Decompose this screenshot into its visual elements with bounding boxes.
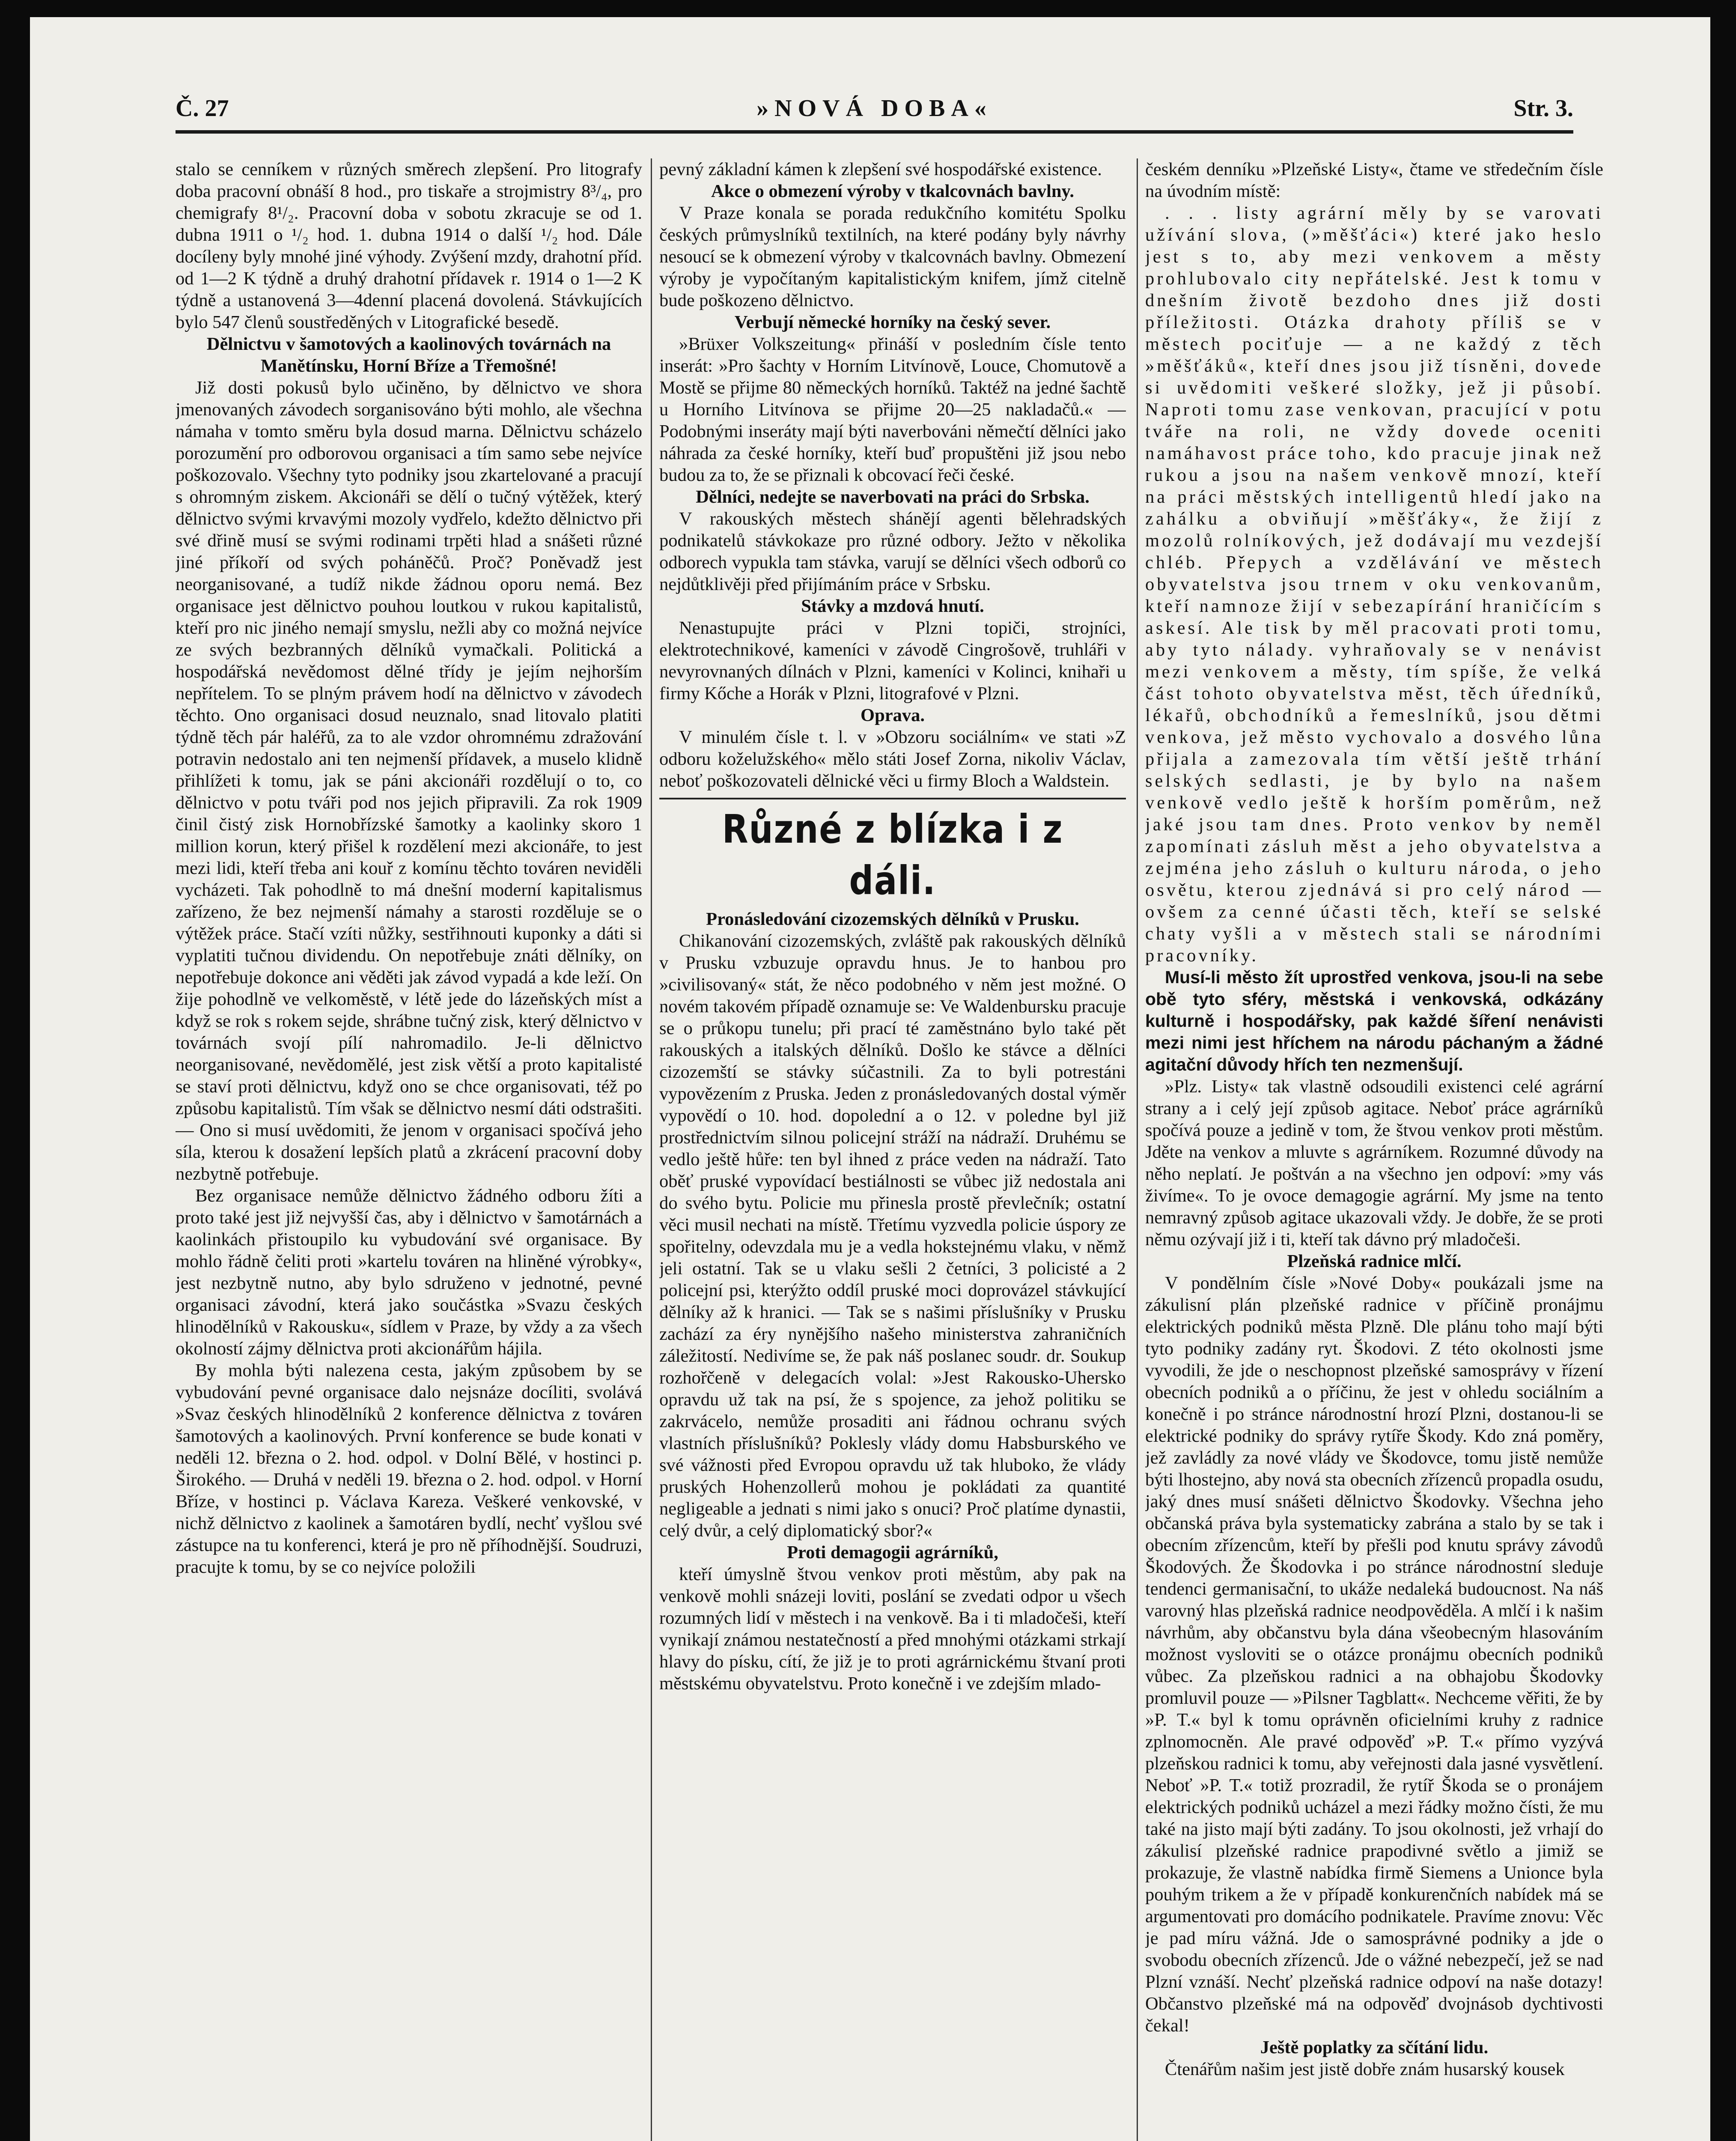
page-number: Str. 3. [1513,95,1573,122]
article-heading: Pronásledování cizozemských dělníků v Prusku. [706,909,1079,929]
column-divider [1137,158,1138,2141]
quoted-text: . . . listy agrární měly by se varovati užívání slova, (»měšťáci«) které jako heslo jest s to, aby mezi venkovem a městy prohlubovalo city nepřátelské. Jest k tomu v dnešním životě bezdoho dnes již dosti příležitosti. Otázka drahoty příliš se v městech pociťuje — a ne každý z těch »měšťáků«, kteří dnes jsou již tísněni, dovede si uvědomiti veškeré složky, jež ji působí. Naproti tomu zase venkovan, pracující v potu tváře na roli, ne vždy dovede oceniti namáhavost práce toho, kdo pracuje jinak než rukou a jsou na našem venkově mnozí, kteří na práci městských intelligentů hledí jako na zahálku a obviňují »měšťáky«, že žijí z mozolů rolníkových, jež dodávají mu vezdejší chléb. Přepych a vzdělávání ve městech obyvatelstva jsou trnem v oku venkovanům, kteří namnoze žijí v sebezapírání hraničícím s askesí. Ale tisk by měl pracovati proti tomu, aby tyto nálady. vyhraňovaly se v nenávist mezi venkovem a městy, tím spíše, že velká část tohoto obyvatelstva měst, těch úředníků, lékařů, obchodníků a řemeslníků, jsou dětmi venkova, jež město vychovalo a dosvého lůna přijala a zamezovala tím větší ještě trhání selských sedlasti, je by bylo na našem venkově vedlo ještě k horším poměrům, než jaké jsou tam dnes. Proto venkov by neměl zapomínati zásluh měst a jeho obyvatelstva a zejména jeho zásluh o kulturu národa, o jeho osvětu, kterou zjednává si pro celý národ — ovšem za cenné účasti těch, kteří se selské chaty vyšli a v městech stali se národními pracovníky. [1145,203,1603,966]
newspaper-page [30,17,1710,2141]
article-text: V minulém čísle t. l. v »Obzoru sociálním« ve stati »Z odboru koželužského« mělo státi Josef Zorna, nikoliv Václav, neboť poškozovateli dělnické věci u firmy Bloch a Waldstein. [659,727,1126,791]
article-text: Bez organisace nemůže dělnictvo žádného odboru žíti a proto také jest již nejvyšší čas, aby i dělnictvo v šamotárnách a kaolinkách přistoupilo ku vybudování své organisace. By mohlo řádně čeliti proti »kartelu továren na hliněné výrobky«, jest nezbytně nutno, aby bylo sdruženo v jednotné, pevné organisaci závodní, která jako součástka »Svazu českých hlinodělníků v Rakousku«, sídlem v Praze, by vždy a za všech okolností zájmy dělnictva proti akcionářům hájila. [176,1186,642,1359]
article-heading: Verbují německé horníky na český sever. [734,312,1051,332]
column-2 [659,158,1126,2141]
article-text: V Praze konala se porada redukčního komitétu Spolku českých průmyslníků textilních, na které podány byly návrhy nesoucí se k obmezení výroby v tkalcovnách bavlny. Obmezení výroby je vypočítaným kapitalistickým knifem, jímž citelně bude poškozeno dělnictvo. [659,203,1126,310]
article-heading: Dělnictvu v šamotových a kaolinových továrnách na Manětínsku, Horní Bříze a Třemošné! [206,334,611,376]
column-divider [651,158,652,2141]
column-3 [1145,158,1603,2141]
article-text: kteří úmyslně štvou venkov proti městům, aby pak na venkově mohli snázeji loviti, poslání se zvedati odpor u všech rozumných lidí v městech i na venkově. Ba i ti mladočeši, kteří vynikají známou nestatečností a před mnohými otázkami strkají hlavy do písku, cítí, že již je to proti agrárnickému štvaní proti městskému obyvatelstvu. Proto konečně i ve zdejším mlado- [659,1564,1126,1694]
article-text: By mohla býti nalezena cesta, jakým způsobem by se vybudování pevné organisace dalo nejsnáze docíliti, svolává »Svaz českých hlinodělníků 2 konference dělnictva z továren šamotových a kaolinových. První konference se bude konati v neděli 12. března o 2. hod. odpol. v Dolní Bělé, v hostinci p. Širokého. — Druhá v neděli 19. března o 2. hod. odpol. v Horní Bříze, v hostinci p. Václava Kareza. Veškeré venkovské, v nichž dělnictvo z kaolinek a šamotáren bydlí, nechť vyšlou své zástupce na tu konferenci, která je pro ně příhodnější. Soudruzi, pracujte k tomu, by se co nejvíce položili [176,1360,642,1577]
page-header [176,86,1573,137]
article-heading: Proti demagogii agrárníků, [787,1542,998,1563]
quoted-text-bold: Musí-li město žít uprostřed venkova, jsou-li na sebe obě tyto sféry, městská i venkovská, odkázány kulturně i hospodářsky, pak každé šíření nenávisti mezi nimi jest hříchem na národu páchaným a žádné agitační důvody hřích ten nezmenšují. [1145,967,1603,1074]
article-text: Nenastupujte práci v Plzni topiči, strojníci, elektrotechnikové, kameníci v závodě Cingrošově, truhláři v nevyrovnaných dílnách v Plzni, kameníci v Kolinci, knihaři u firmy Kőche a Horák v Plzni, litografové v Plzni. [659,618,1126,704]
article-text: pevný základní kámen k zlepšení své hospodářské existence. [659,159,1102,179]
article-heading: Oprava. [861,705,925,725]
article-text: V pondělním čísle »Nové Doby« poukázali jsme na zákulisní plán plzeňské radnice v příčině pronájmu elektrických podniků města Plzně. Dle plánu toho mají býti tyto podniky zadány ryt. Škodovi. Z této okolnosti jsme vyvodili, že jde o neschopnost plzeňské samosprávy v řízení obecních podniků a o příčinu, že jest v ohledu sociálním a konečně i po stránce národnostní hrozí Plzni, dostanou-li se elektrické podniky do správy rytíře Škody. Kdo zná poměry, jež zavládly za nové vlády ve Škodovce, tomu jistě nemůže býti lhostejno, aby nová sta obecních zřízenců propadla osudu, jaký dnes musí snášeti dělnictvo Škodovky. Všechna jeho občanská práva byla systematicky zabrána a stalo by se tak i obecním zřízencům, kteří by přešli pod knutu správy závodů Škodových. Že Škodovka i po stránce národnostní sleduje tendenci germanisační, to ukáže nedaleká budoucnost. Na náš varovný hlas plzeňská radnice neodpověděla. A mlčí i k našim návrhům, aby občanstvu byla dána všeobecným hlasováním možnost vysloviti se o otázce pronájmu obecních podniků vůbec. Za plzeňskou radnici a na obhajobu Škodovky promluvil pouze — »Pilsner Tagblatt«. Nechceme věřiti, že by »P. T.« byl k tomu oprávněn oficielními kruhy z radnice zplnomocněn. Ale pravé odpověď »P. T.« přímo vyzývá plzeňskou radnici k tomu, aby veřejnosti dala jasné vysvětlení. Neboť »P. T.« totiž prozradil, že rytíř Škoda se o pronájem elektrických podniků ucházel a mezi řádky možno čísti, že mu také na jisto mají býti zadány. To jsou okolnosti, jež vrhají do zákulisí plzeňské radnice prapodivné světlo a jimiž se prokazuje, že vlastně nabídka firmě Siemens a Unionce byla pouhým trikem a že v případě konkurenčních nabídek má se argumentovati pro domácího podnikatele. Pravíme znovu: Věc je pad míru vážná. Jde o samosprávné podniky a jde o svobodu obecních zřízenců. Jde o vážné nebezpečí, jež se nad Plzní vznáší. Nechť plzeňská radnice odpoví na naše dotazy! Občanstvo plzeňské má na odpověď dvojnásob dychtivosti čekal! [1145,1273,1603,2036]
article-heading: Plzeňská radnice mlčí. [1287,1251,1462,1271]
article-heading: Dělníci, nedejte se naverbovati na práci do Srbska. [696,487,1090,507]
article-heading: Stávky a mzdová hnutí. [801,596,984,616]
article-text: V rakouských městech shánějí agenti bělehradských podnikatelů stávkokaze pro různé odbory. Ježto v několika odborech vypukla tam stávka, varují se dělníci všech odborů co nejdůtklivěji před přijímáním práce v Srbsku. [659,509,1126,594]
article-heading: Akce o obmezení výroby v tkalcovnách bavlny. [711,181,1075,201]
article-text: Čtenářům našim jest jistě dobře znám husarský kousek [1165,2059,1565,2079]
article-heading: Ještě poplatky za sčítání lidu. [1260,2037,1489,2058]
article-text: českém denníku »Plzeňské Listy«, čtame ve středečním čísle na úvodním místě: [1145,159,1603,201]
article-text: stalo se cenníkem v různých směrech zlepšení. Pro litografy doba pracovní obnáší 8 hod., pro tiskaře a strojmistry 8³/₄, pro chemigrafy 8¹/₂. Pracovní doba v sobotu zkracuje se od 1. dubna 1911 o ¹/₂ hod. 1. dubna 1914 o další ¹/₂ hod. Dále docíleny byly mnohé jiné výhody. Zvýšení mzdy, drahotní příd. od 1—2 K týdně a druhý drahotní přídavek r. 1914 o 1—2 K týdně a ustanovená 3—4denní placená dovolená. Stávkujících bylo 547 členů soustředěných v Litografické besedě. [176,159,642,332]
section-rule [659,798,1126,799]
issue-number: Č. 27 [176,95,229,122]
article-text: Již dosti pokusů bylo učiněno, by dělnictvo ve shora jmenovaných závodech sorganisováno býti mohlo, ale všechna námaha v tomto směru byla dosud marna. Dělnictvu scházelo porozumění pro odborovou organisaci a tím samo sebe nejvíce poškozovalo. Všechny tyto podniky jsou zkartelované a pracují s ohromným ziskem. Akcionáři se dělí o tučný výtěžek, který dělnictvo svými krvavými mozoly vydřelo, kdežto dělnictvo při své dřině musí se svými rodinami trpěti hlad a snášeti různé jiné příkoří od svých poháněčů. Proč? Poněvadž jest neorganisované, a tudíž nikde žádnou oporu nemá. Bez organisace jest dělnictvo pouhou loutkou v rukou kapitalistů, kteří pro nic jiného nemají smyslu, nežli aby co možná nejvíce ze svých bezbranných dělníků vymačkali. Politická a hospodářská nevědomost dělné třídy je jejím nejhorším nepřítelem. To se plným právem hodí na dělnictvo v závodech těchto. Ono organisaci dosud neuznalo, snad litovalo platiti týdně těch pár haléřů, za to ale vzdor ohromnému zdražování potravin nedostalo ani ten nejmenší přídavek, a muselo klidně přihlížeti k tomu, jak se páni akcionáři rozdělují o to, co dělnictvo v potu tváři pod nos jejich připravili. Za rok 1909 činil čistý zisk Hornobřízské šamotky a kaolinky skoro 1 million korun, který přišel k rozdělení mezi akcionáře, to jest mezi lidi, kteří třeba ani kouř z komínu těchto továren neviděli vycházeti. Tak pohodlně to má dnešní moderní kapitalismus zařízeno, že bez nejmenší námahy a starosti rozděluje se o výtěžek práce. Stačí vzíti nůžky, sestřihnouti kuponky a dáti si vyplatiti tučnou dividendu. On nepotřebuje znáti dělníky, on nepotřebuje dokonce ani věděti jak závod vypadá a kde leží. On žije pohodlně ve velkoměstě, v létě jede do lázeňských míst a když se rok s rokem sejde, shrábne tučný zisk, který dělnictvo v továrnách svojí pílí nahromadilo. Je-li dělnictvo neorganisované, nevědomělé, jest zisk větší a proto kapitalisté se staví proti dělnictvu, když ono se chce organisovati, též po způsobu kapitalistů. Tím však se dělnictvo nesmí dáti odstrašiti. — Ono si musí uvědomiti, že jenom v organisaci spočívá jeho síla, kterou k dosažení lepších platů a zkrácení pracovní doby nezbytně potřebuje. [176,378,642,1184]
header-rule [176,130,1573,134]
article-text: »Plz. Listy« tak vlastně odsoudili existenci celé agrární strany a i celý její způsob agitace. Neboť práce agrárníků spočívá pouze a jedině v tom, že štvou venkov proti městům. Jděte na venkov a mluvte s agrárníkem. Rozumné důvody na něho neplatí. Je poštván a na všechno jen odpoví: »my vás živíme«. To je ovoce demagogie agrární. My jsme na tento nemravný způsob agitace ukazovali vždy. Je dobře, že se proti němu ozývají již i ti, kteří tak dávno prý mladočeši. [1145,1076,1603,1249]
article-text: Chikanování cizozemských, zvláště pak rakouských dělníků v Prusku vzbuzuje opravdu hnus. Je to hanbou pro »civilisovaný« stát, že něco podobného v něm jest možné. O novém takovém případě oznamuje se: Ve Waldenbursku pracuje se o průkopu tunelu; při prací té zaměstnáno bylo také pět rakouských a italských dělníků. Došlo ke stávce a dělníci cizozemští se stávky súčastnili. Za to byli potrestáni vypovězením z Pruska. Jeden z pronásledovaných dostal výměr vypovědí o 10. hod. dopolední a o 12. v poledne byl již prostřednictvím silnou policejní stráží na nádraží. Druhému se vedlo ještě hůře: ten byl ihned z práce veden na nádraží. Tato oběť pruské vypovídací bestiálnosti se vůbec již nedostala ani do svého bytu. Policie mu přinesla prostě převlečník; ostatní věci musil nechati na místě. Třetímu vyzvedla policie úspory ze spořitelny, odevzdala mu je a vedla hokstejnému vlaku, v němž jeli ostatní. Tak se u vlaku sešli 2 četníci, 3 policisté a 2 policejní psi, kterýžto oddíl pruské moci doprovázel stávkující dělníky až k hranici. — Tak se s našimi příslušníky v Prusku zachází za éry nynějšího našeho ministerstva zahraničních záležitostí. Nedivíme se, že pak náš poslanec soudr. dr. Soukup rozhořčeně v delegacích volal: »Jest Rakousko-Uhersko opravdu už tak na psí, že s spojence, za jehož politiku se zakrvácelo, nemůže prosaditi ani řádnou ochranu svých vlastních příslušníků? Poklesly vlády domu Habsburského ve své vážnosti před Evropou opravdu už tak hluboko, že vlády pruských Hohenzollerů mohou je pokládati za quantité negligeable a jednati s nimi jako s onuci? Proč platíme dynastii, celý dvůr, a celý diplomatický sbor?« [659,931,1126,1541]
column-1 [176,158,642,2141]
article-text: »Brüxer Volkszeitung« přináší v posledním čísle tento inserát: »Pro šachty v Horním Litvínově, Louce, Chomutově a Mostě se přijme 80 německých horníků. Taktéž na jedné šachtě u Horního Litvínova se přijme 20—25 nakladačů.« — Podobnými inseráty mají býti naverbováni němečtí dělníci jako náhrada za české horníky, kteří buď propuštěni již jsou nebo budou za to, že se přiznali k obcovací řeči české. [659,334,1126,485]
masthead: »NOVÁ DOBA« [756,95,992,122]
section-title: Různé z blízka i z dáli. [722,806,1063,904]
